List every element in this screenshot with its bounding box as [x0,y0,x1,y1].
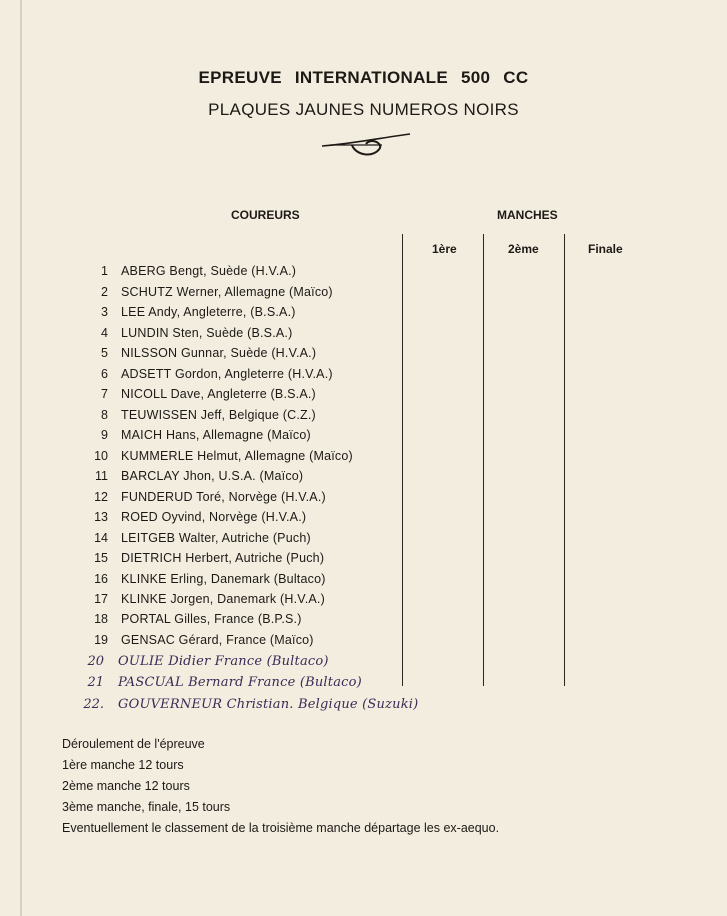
rider-number: 3 [101,305,108,319]
footer-line: 1ère manche 12 tours [62,758,184,772]
rider-name: LEE Andy, Angleterre, (B.S.A.) [121,305,296,319]
rider-name: KLINKE Erling, Danemark (Bultaco) [121,572,326,586]
rider-number: 9 [101,428,108,442]
column-header-finale: Finale [588,242,623,256]
manches-header: MANCHES [497,208,558,222]
rider-name: GENSAC Gérard, France (Maïco) [121,633,314,647]
page-subtitle: PLAQUES JAUNES NUMEROS NOIRS [208,100,519,119]
rider-name: LEITGEB Walter, Autriche (Puch) [121,531,311,545]
rider-number: 19 [94,633,108,647]
rider-number: 10 [94,449,108,463]
rider-number: 18 [94,612,108,626]
rider-number: 12 [94,490,108,504]
rider-name: NICOLL Dave, Angleterre (B.S.A.) [121,387,316,401]
rider-number: 22. [83,697,104,712]
rider-number: 15 [94,551,108,565]
rider-number: 20 [87,654,104,669]
column-divider [402,234,403,686]
footer-line: Déroulement de l'épreuve [62,737,205,751]
rider-name: ROED Oyvind, Norvège (H.V.A.) [121,510,307,524]
rider-number: 4 [101,326,108,340]
riders-header: COUREURS [231,208,300,222]
rider-number: 13 [94,510,108,524]
footer-line: 3ème manche, finale, 15 tours [62,800,231,814]
decorative-swash-icon [320,130,412,160]
rider-number: 14 [94,531,108,545]
rider-number: 16 [94,572,108,586]
rider-name: MAICH Hans, Allemagne (Maïco) [121,428,311,442]
rider-name: OULIE Didier France (Bultaco) [118,654,329,669]
column-divider [483,234,484,686]
rider-number: 11 [95,469,108,483]
rider-name: BARCLAY Jhon, U.S.A. (Maïco) [121,469,304,483]
rider-name: KLINKE Jorgen, Danemark (H.V.A.) [121,592,325,606]
rider-name: LUNDIN Sten, Suède (B.S.A.) [121,326,293,340]
column-divider [564,234,565,686]
rider-number: 8 [101,408,108,422]
rider-name: DIETRICH Herbert, Autriche (Puch) [121,551,325,565]
footer-line: 2ème manche 12 tours [62,779,190,793]
rider-name: ADSETT Gordon, Angleterre (H.V.A.) [121,367,333,381]
rider-name: NILSSON Gunnar, Suède (H.V.A.) [121,346,317,360]
rider-name: ABERG Bengt, Suède (H.V.A.) [121,264,297,278]
footer-line: Eventuellement le classement de la troisième manche départage les ex-aequo. [62,821,500,835]
rider-name: SCHUTZ Werner, Allemagne (Maïco) [121,285,333,299]
rider-number: 5 [101,346,108,360]
column-header-2eme: 2ème [508,242,539,256]
rider-number: 21 [87,675,104,690]
rider-number: 1 [101,264,108,278]
page-title: EPREUVE INTERNATIONALE 500 CC [198,68,529,87]
rider-number: 6 [101,367,108,381]
rider-number: 7 [101,387,108,401]
column-header-1ere: 1ère [432,242,457,256]
rider-name: PORTAL Gilles, France (B.P.S.) [121,612,302,626]
rider-name: FUNDERUD Toré, Norvège (H.V.A.) [121,490,326,504]
rider-name: PASCUAL Bernard France (Bultaco) [118,675,362,690]
rider-name: KUMMERLE Helmut, Allemagne (Maïco) [121,449,353,463]
rider-name: GOUVERNEUR Christian. Belgique (Suzuki) [118,697,419,712]
rider-number: 2 [101,285,108,299]
rider-number: 17 [94,592,108,606]
rider-name: TEUWISSEN Jeff, Belgique (C.Z.) [121,408,316,422]
